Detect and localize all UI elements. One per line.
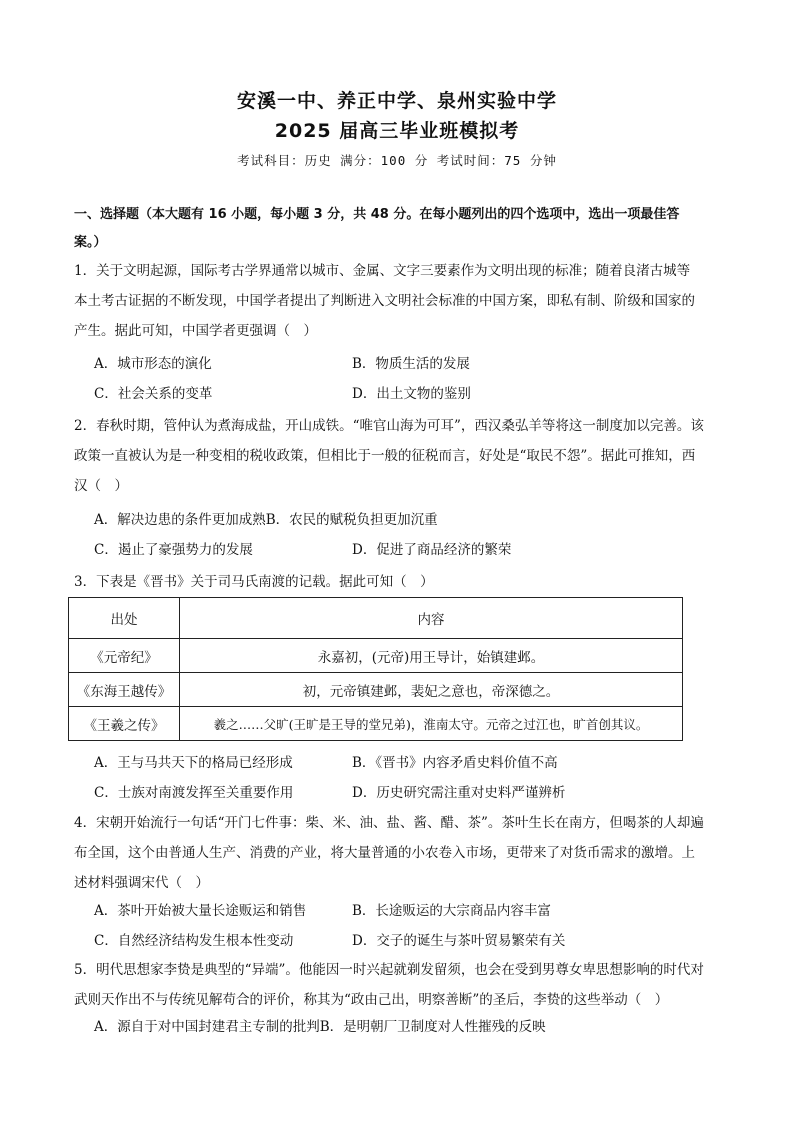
question-4-options bbox=[94, 896, 720, 956]
option-ab: A．源自于对中国封建君主专制的批判B．是明朝厂卫制度对人性摧残的反映 bbox=[94, 1019, 546, 1035]
option-c: C．士族对南渡发挥至关重要作用 bbox=[94, 785, 294, 801]
question-1-line: 本土考古证据的不断发现，中国学者提出了判断进入文明社会标准的中国方案，即私有制、阶级和国家的 bbox=[74, 293, 695, 309]
table-cell: 《王羲之传》 bbox=[69, 707, 180, 741]
option-d: D．历史研究需注重对史料严谨辨析 bbox=[352, 785, 566, 801]
exam-title-schools: 安溪一中、养正中学、泉州实验中学 bbox=[236, 90, 557, 112]
question-5-stem bbox=[74, 955, 720, 1015]
table-cell: 初，元帝镇建邺，裴妃之意也，帝深德之。 bbox=[180, 673, 683, 707]
question-4-line: 述材料强调宋代（ ） bbox=[74, 875, 209, 891]
table-cell: 羲之……父旷(王旷是王导的堂兄弟)，淮南太守。元帝之过江也，旷首创其议。 bbox=[180, 707, 683, 741]
table-header-source: 出处 bbox=[69, 598, 180, 639]
exam-title-name: 2025 届高三毕业班模拟考 bbox=[274, 120, 520, 142]
option-c: C．自然经济结构发生根本性变动 bbox=[94, 933, 294, 949]
question-5-line: 5．明代思想家李贽是典型的“异端”。他能因一时兴起就剃发留须，也会在受到男尊女卑思想影响的时代对 bbox=[74, 962, 704, 978]
question-5-options bbox=[94, 1012, 720, 1042]
table-row bbox=[69, 673, 683, 707]
option-d: D．交子的诞生与茶叶贸易繁荣有关 bbox=[352, 933, 566, 949]
question-4-line: 布全国，这个由普通人生产、消费的产业，将大量普通的小农卷入市场，更带来了对货币需求的激增。上 bbox=[74, 845, 695, 861]
table-row bbox=[69, 639, 683, 673]
table-row bbox=[69, 707, 683, 741]
option-d: D．出土文物的鉴别 bbox=[352, 386, 471, 402]
source-table bbox=[68, 597, 683, 741]
option-a: A．王与马共天下的格局已经形成 bbox=[94, 755, 293, 771]
option-b: B．物质生活的发展 bbox=[352, 356, 470, 372]
option-b: B．《晋书》内容矛盾史料价值不高 bbox=[352, 755, 558, 771]
question-2-options bbox=[94, 505, 720, 565]
question-4-line: 4．宋朝开始流行一句话“开门七件事：柴、米、油、盐、酱、醋、茶”。茶叶生长在南方，但喝茶的人却遍 bbox=[74, 815, 704, 831]
question-5-line: 武则天作出不与传统见解苟合的评价，称其为“政由己出，明察善断”的圣后，李贽的这些举动（ ） bbox=[74, 992, 669, 1008]
exam-subtitle: 考试科目：历史 满分：100 分 考试时间：75 分钟 bbox=[237, 153, 557, 168]
option-a: A．城市形态的演化 bbox=[94, 356, 212, 372]
table-cell: 永嘉初，(元帝)用王导计，始镇建邺。 bbox=[180, 639, 683, 673]
question-2-line: 政策一直被认为是一种变相的税收政策，但相比于一般的征税而言，好处是“取民不怨”。据此可推知，西 bbox=[74, 448, 696, 464]
section-heading-line2: 案。） bbox=[74, 235, 107, 250]
question-1-line: 1．关于文明起源，国际考古学界通常以城市、金属、文字三要素作为文明出现的标准；随着良渚古城等 bbox=[74, 263, 691, 279]
table-cell: 《元帝纪》 bbox=[69, 639, 180, 673]
question-3-stem: 3．下表是《晋书》关于司马氏南渡的记载。据此可知（ ） bbox=[74, 574, 434, 590]
question-3-options bbox=[94, 748, 720, 808]
table-header-row bbox=[69, 598, 683, 639]
section-heading bbox=[74, 201, 720, 257]
option-b: B．长途贩运的大宗商品内容丰富 bbox=[352, 903, 551, 919]
question-2-line: 2．春秋时期，管仲认为煮海成盐，开山成铁。“唯官山海为可耳”，西汉桑弘羊等将这一制度加以完善。该 bbox=[74, 418, 704, 434]
question-4-stem bbox=[74, 808, 720, 898]
question-1-stem bbox=[74, 256, 720, 346]
question-2-stem bbox=[74, 411, 720, 501]
question-1-line: 产生。据此可知，中国学者更强调（ ） bbox=[74, 323, 317, 339]
option-c: C．社会关系的变革 bbox=[94, 386, 213, 402]
question-2-line: 汉（ ） bbox=[74, 478, 128, 494]
option-d: D．促进了商品经济的繁荣 bbox=[352, 542, 512, 558]
question-1-options bbox=[94, 349, 720, 409]
option-a: A．茶叶开始被大量长途贩运和销售 bbox=[94, 903, 307, 919]
table-header-content: 内容 bbox=[180, 598, 683, 639]
option-c: C．遏止了豪强势力的发展 bbox=[94, 542, 253, 558]
table-cell: 《东海王越传》 bbox=[69, 673, 180, 707]
option-ab: A．解决边患的条件更加成熟B．农民的赋税负担更加沉重 bbox=[94, 512, 438, 528]
section-heading-line1: 一、选择题（本大题有 16 小题，每小题 3 分，共 48 分。在每小题列出的四个选项中，选出一项最佳答 bbox=[74, 207, 680, 222]
